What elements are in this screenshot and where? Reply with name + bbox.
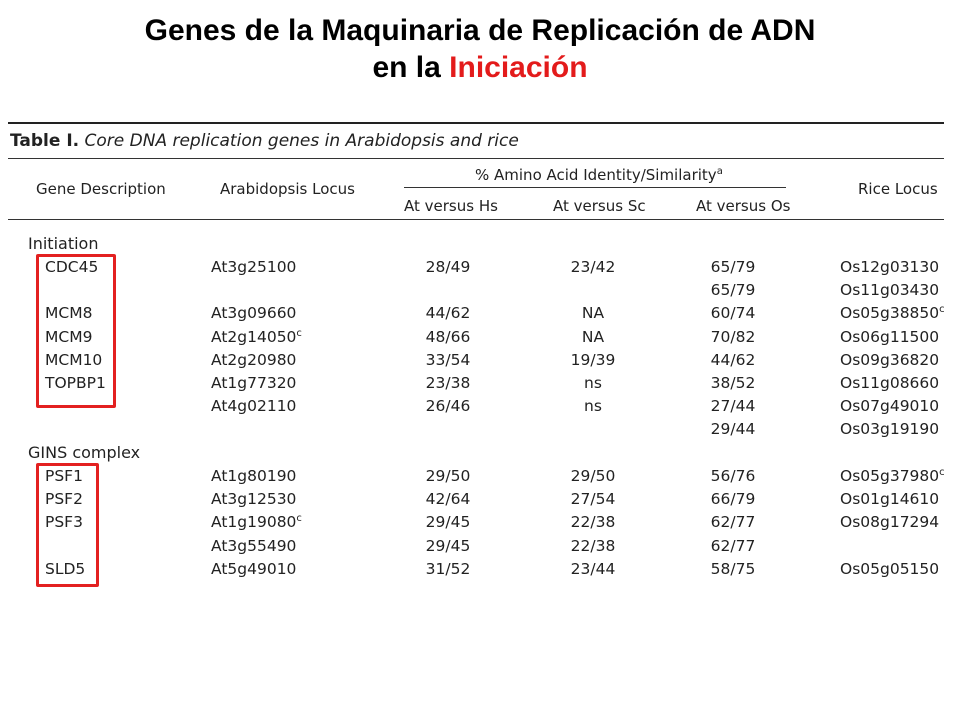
at-vs-sc-cell-text: 22/38 bbox=[570, 536, 616, 555]
at-vs-sc-cell-text: 27/54 bbox=[570, 490, 616, 509]
at-vs-hs-cell-text: 29/50 bbox=[425, 467, 471, 485]
at-vs-sc-cell-text: NA bbox=[581, 304, 605, 323]
arabidopsis-locus-cell-text: At2g20980 bbox=[211, 350, 297, 369]
at-vs-os-cell bbox=[693, 418, 773, 440]
at-vs-os-cell-text: 58/75 bbox=[710, 559, 756, 578]
gene-description-cell-text: TOPBP1 bbox=[45, 374, 106, 392]
header-identity-group bbox=[475, 166, 723, 184]
title-highlight: Iniciación bbox=[449, 51, 588, 84]
at-vs-hs-cell-text: 23/38 bbox=[425, 374, 471, 392]
title-line-1: Genes de la Maquinaria de Replicación de ADN bbox=[144, 14, 816, 47]
group-label: Initiation bbox=[28, 234, 99, 253]
rice-locus-cell-text: Os07g49010 bbox=[840, 397, 940, 416]
gins-highlight-box bbox=[36, 463, 99, 587]
at-vs-os-cell bbox=[693, 535, 773, 557]
arabidopsis-locus-cell bbox=[211, 349, 296, 371]
at-vs-sc-cell bbox=[553, 349, 633, 371]
rice-locus-cell bbox=[840, 349, 939, 371]
gene-description-cell-text: PSF1 bbox=[45, 467, 83, 485]
at-vs-sc-cell-text: 23/42 bbox=[570, 258, 616, 276]
arabidopsis-locus-cell-footnote: c bbox=[296, 327, 302, 339]
at-vs-os-cell bbox=[693, 256, 773, 278]
at-vs-sc-cell bbox=[553, 326, 633, 348]
rice-locus-cell-footnote: c bbox=[939, 467, 945, 478]
arabidopsis-locus-cell-text: At1g19080 bbox=[211, 513, 297, 532]
arabidopsis-locus-cell-text: At3g12530 bbox=[211, 490, 297, 509]
at-vs-hs-cell bbox=[408, 302, 488, 324]
rice-locus-cell-text: Os09g36820 bbox=[840, 350, 940, 369]
arabidopsis-locus-cell-text: At2g14050 bbox=[211, 327, 297, 346]
at-vs-hs-cell bbox=[408, 326, 488, 348]
at-vs-sc-cell bbox=[553, 395, 633, 417]
rice-locus-cell-text: Os11g08660 bbox=[840, 374, 940, 392]
caption-rule bbox=[8, 158, 944, 159]
slide-title bbox=[0, 12, 960, 86]
at-vs-sc-cell bbox=[553, 511, 633, 533]
at-vs-hs-cell-text: 29/45 bbox=[425, 513, 471, 532]
at-vs-os-cell bbox=[693, 511, 773, 533]
header-sub-rule bbox=[404, 187, 786, 188]
rice-locus-cell-text: Os05g38850 bbox=[840, 304, 940, 323]
gene-description-cell-text: MCM10 bbox=[45, 350, 103, 369]
rice-locus-cell-text: Os06g11500 bbox=[840, 327, 940, 346]
arabidopsis-locus-cell-footnote: c bbox=[296, 513, 302, 525]
arabidopsis-locus-cell bbox=[211, 302, 296, 324]
at-vs-os-cell bbox=[693, 326, 773, 348]
arabidopsis-locus-cell bbox=[211, 465, 296, 487]
at-vs-os-cell bbox=[693, 395, 773, 417]
arabidopsis-locus-cell bbox=[211, 535, 296, 557]
arabidopsis-locus-cell bbox=[211, 372, 296, 394]
arabidopsis-locus-cell-text: At3g55490 bbox=[211, 536, 297, 555]
at-vs-os-cell-text: 56/76 bbox=[710, 467, 756, 485]
at-vs-os-cell-text: 65/79 bbox=[710, 258, 756, 276]
arabidopsis-locus-cell bbox=[211, 488, 296, 510]
gene-description-cell-text: MCM8 bbox=[45, 304, 93, 323]
at-vs-hs-cell-text: 29/45 bbox=[425, 536, 471, 555]
at-vs-os-cell bbox=[693, 465, 773, 487]
rice-locus-cell-text: Os12g03130 bbox=[840, 258, 940, 276]
header-at-hs: At versus Hs bbox=[404, 197, 498, 215]
at-vs-hs-cell-text: 26/46 bbox=[425, 397, 471, 416]
title-line-2-prefix: en la bbox=[372, 51, 450, 84]
rice-locus-cell-text: Os01g14610 bbox=[840, 490, 940, 509]
at-vs-sc-cell-text: 23/44 bbox=[570, 559, 616, 578]
at-vs-os-cell-text: 66/79 bbox=[710, 490, 756, 509]
at-vs-sc-cell bbox=[553, 465, 633, 487]
at-vs-sc-cell bbox=[553, 372, 633, 394]
arabidopsis-locus-cell-text: At3g09660 bbox=[211, 304, 297, 323]
arabidopsis-locus-cell-text: At4g02110 bbox=[211, 397, 297, 416]
group-label: GINS complex bbox=[28, 443, 141, 462]
initiation-highlight-box bbox=[36, 254, 116, 408]
table-caption bbox=[10, 131, 519, 151]
arabidopsis-locus-cell bbox=[211, 395, 296, 417]
arabidopsis-locus-cell bbox=[211, 256, 296, 278]
at-vs-sc-cell-text: ns bbox=[584, 397, 602, 416]
rice-locus-cell-text: Os05g05150 bbox=[840, 559, 940, 578]
header-arabidopsis-locus: Arabidopsis Locus bbox=[220, 180, 355, 198]
at-vs-sc-cell-text: 19/39 bbox=[570, 350, 616, 369]
at-vs-os-cell-text: 44/62 bbox=[710, 350, 756, 369]
rice-locus-cell bbox=[840, 558, 939, 580]
at-vs-os-cell bbox=[693, 302, 773, 324]
at-vs-sc-cell bbox=[553, 302, 633, 324]
rice-locus-cell bbox=[840, 326, 939, 348]
rice-locus-cell-text: Os03g19190 bbox=[840, 420, 940, 439]
at-vs-sc-cell-text: ns bbox=[584, 374, 602, 392]
at-vs-os-cell-text: 70/82 bbox=[710, 327, 756, 346]
at-vs-os-cell bbox=[693, 488, 773, 510]
at-vs-hs-cell-text: 48/66 bbox=[425, 327, 471, 346]
table-top-rule bbox=[8, 122, 944, 124]
at-vs-hs-cell-text: 44/62 bbox=[425, 304, 471, 323]
at-vs-os-cell-text: 38/52 bbox=[710, 374, 756, 392]
arabidopsis-locus-cell bbox=[211, 326, 302, 348]
rice-locus-cell-text: Os11g03430 bbox=[840, 281, 940, 300]
identity-group-label: % Amino Acid Identity/Similarity bbox=[475, 166, 717, 184]
at-vs-os-cell-text: 65/79 bbox=[710, 281, 756, 300]
at-vs-os-cell bbox=[693, 349, 773, 371]
header-gene-description: Gene Description bbox=[36, 180, 166, 198]
header-at-os: At versus Os bbox=[696, 197, 791, 215]
at-vs-sc-cell bbox=[553, 558, 633, 580]
rice-locus-cell bbox=[840, 372, 939, 394]
arabidopsis-locus-cell-text: At3g25100 bbox=[211, 258, 297, 276]
at-vs-os-cell bbox=[693, 279, 773, 301]
at-vs-hs-cell bbox=[408, 256, 488, 278]
rice-locus-cell bbox=[840, 488, 939, 510]
arabidopsis-locus-cell bbox=[211, 511, 302, 533]
at-vs-hs-cell-text: 33/54 bbox=[425, 350, 471, 369]
at-vs-os-cell-text: 29/44 bbox=[710, 420, 756, 439]
at-vs-hs-cell-text: 42/64 bbox=[425, 490, 471, 509]
rice-locus-cell bbox=[840, 418, 939, 440]
at-vs-sc-cell bbox=[553, 488, 633, 510]
header-bottom-rule bbox=[8, 219, 944, 220]
arabidopsis-locus-cell-text: At5g49010 bbox=[211, 559, 297, 578]
at-vs-sc-cell-text: 22/38 bbox=[570, 513, 616, 532]
rice-locus-cell bbox=[840, 279, 939, 301]
at-vs-hs-cell bbox=[408, 535, 488, 557]
rice-locus-cell bbox=[840, 395, 939, 417]
replication-genes-table bbox=[8, 122, 944, 592]
at-vs-os-cell-text: 62/77 bbox=[710, 536, 756, 555]
gene-description-cell-text: MCM9 bbox=[45, 327, 93, 346]
at-vs-os-cell bbox=[693, 372, 773, 394]
header-at-sc: At versus Sc bbox=[553, 197, 646, 215]
at-vs-hs-cell bbox=[408, 558, 488, 580]
rice-locus-cell-text: Os08g17294 bbox=[840, 513, 940, 532]
at-vs-sc-cell-text: 29/50 bbox=[570, 467, 616, 485]
at-vs-hs-cell-text: 28/49 bbox=[425, 258, 471, 276]
gene-description-cell-text: PSF2 bbox=[45, 490, 83, 509]
at-vs-hs-cell bbox=[408, 372, 488, 394]
gene-description-cell-text: SLD5 bbox=[45, 559, 86, 578]
rice-locus-cell bbox=[840, 511, 939, 533]
identity-group-sup: a bbox=[716, 166, 723, 177]
at-vs-os-cell bbox=[693, 558, 773, 580]
rice-locus-cell bbox=[840, 256, 939, 278]
arabidopsis-locus-cell-text: At1g80190 bbox=[211, 467, 297, 485]
at-vs-sc-cell bbox=[553, 256, 633, 278]
gene-description-cell-text: PSF3 bbox=[45, 513, 83, 532]
at-vs-hs-cell-text: 31/52 bbox=[425, 559, 471, 578]
rice-locus-cell bbox=[840, 302, 945, 324]
table-caption-text: Core DNA replication genes in Arabidopsis and rice bbox=[84, 131, 519, 151]
at-vs-sc-cell bbox=[553, 535, 633, 557]
header-rice-locus: Rice Locus bbox=[858, 180, 938, 198]
at-vs-hs-cell bbox=[408, 488, 488, 510]
table-label: Table I. bbox=[10, 131, 80, 151]
at-vs-hs-cell bbox=[408, 511, 488, 533]
at-vs-os-cell-text: 27/44 bbox=[710, 397, 756, 416]
title-line-2 bbox=[0, 49, 960, 86]
at-vs-os-cell-text: 62/77 bbox=[710, 513, 756, 532]
at-vs-os-cell-text: 60/74 bbox=[710, 304, 756, 323]
at-vs-hs-cell bbox=[408, 395, 488, 417]
rice-locus-cell-text: Os05g37980 bbox=[840, 467, 940, 485]
rice-locus-cell-footnote: c bbox=[939, 304, 945, 316]
rice-locus-cell bbox=[840, 465, 945, 487]
arabidopsis-locus-cell-text: At1g77320 bbox=[211, 374, 297, 392]
at-vs-hs-cell bbox=[408, 349, 488, 371]
arabidopsis-locus-cell bbox=[211, 558, 296, 580]
at-vs-sc-cell-text: NA bbox=[581, 327, 605, 346]
at-vs-hs-cell bbox=[408, 465, 488, 487]
gene-description-cell-text: CDC45 bbox=[45, 258, 99, 276]
